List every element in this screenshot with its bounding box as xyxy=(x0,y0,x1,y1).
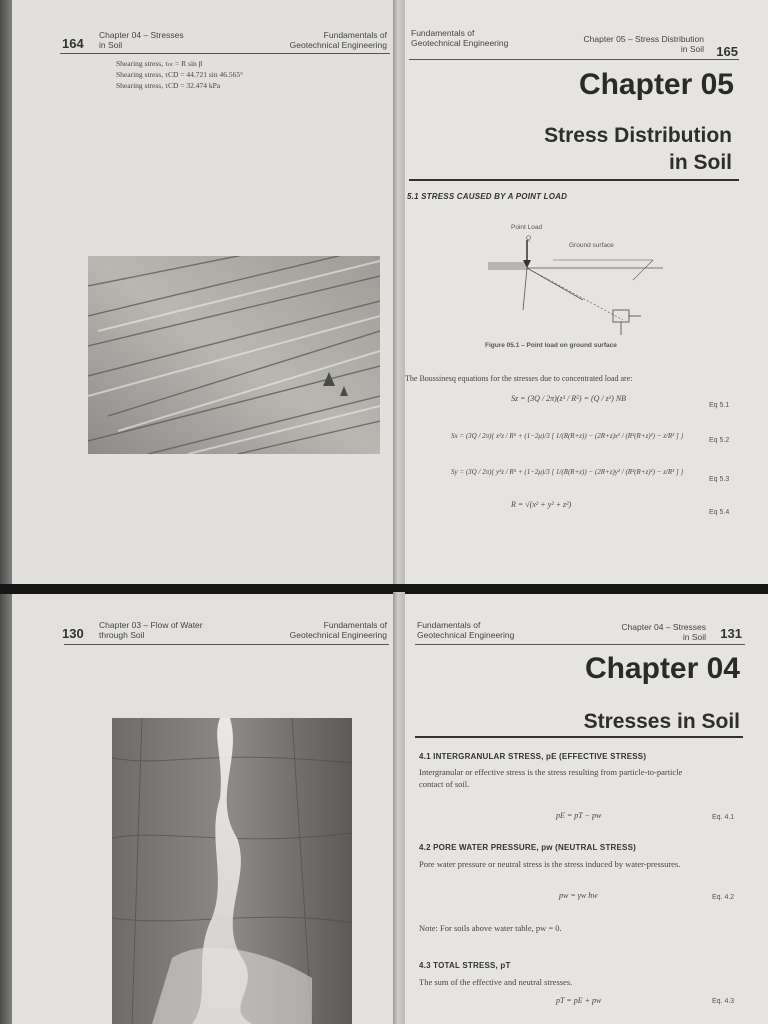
rock-outcrop-photo xyxy=(88,256,380,454)
figure-caption: Figure 05.1 – Point load on ground surface xyxy=(485,342,617,349)
title-rule xyxy=(415,736,743,738)
page-164 xyxy=(12,0,397,584)
eq-label: Eq 5.2 xyxy=(709,437,730,444)
q-label: Q xyxy=(526,235,532,242)
title-rule xyxy=(409,179,739,181)
point-load-figure xyxy=(483,240,673,340)
shearing-stress-calc: Shearing stress, τₙₜ = R sin β Shearing stress, τCD = 44.721 sin 46.565° Shearing stress, τCD = 32.474 kPa xyxy=(116,59,244,90)
running-header-chapter: Chapter 04 – Stresses in Soil xyxy=(621,622,706,642)
ground-surface-label: Ground surface xyxy=(569,242,614,249)
section-body: Pore water pressure or neutral stress is the stress induced by water-pressures. xyxy=(419,859,681,869)
chapter-subtitle: Stresses in Soil xyxy=(583,710,740,733)
header-rule xyxy=(415,644,745,645)
running-header-book: Fundamentals of Geotechnical Engineering xyxy=(289,620,387,640)
equation-5-1: Sz = (3Q / 2π)(z³ / R⁵) = (Q / z²) NB xyxy=(511,394,627,403)
section-heading: 4.2 PORE WATER PRESSURE, pw (NEUTRAL STRESS) xyxy=(419,843,636,852)
running-header-chapter: Chapter 03 – Flow of Water through Soil xyxy=(99,620,203,640)
point-load-label: Point Load xyxy=(511,224,543,231)
section-body: The sum of the effective and neutral stresses. xyxy=(419,977,573,987)
page-131 xyxy=(401,594,768,1024)
note-text: Note: For soils above water table, pw = 0. xyxy=(419,923,562,933)
eq-label: Eq. 4.3 xyxy=(712,998,735,1005)
running-header-book: Fundamentals of Geotechnical Engineering xyxy=(289,30,387,50)
eq-label: Eq. 4.2 xyxy=(712,894,735,901)
chapter-subtitle: Stress Distribution in Soil xyxy=(544,124,732,174)
chapter-title: Chapter 04 xyxy=(584,652,740,685)
photo-seam xyxy=(0,584,768,594)
page-number: 130 xyxy=(62,626,84,641)
equation-5-4: R = √(x² + y² + z²) xyxy=(511,500,572,509)
eq-label: Eq 5.1 xyxy=(709,402,730,409)
section-body: Intergranular or effective stress is the stress resulting from particle-to-particle contact of soil. xyxy=(419,767,683,789)
page-130 xyxy=(12,594,397,1024)
running-header-book: Fundamentals of Geotechnical Engineering xyxy=(411,28,509,48)
running-header-chapter: Chapter 04 – Stresses in Soil xyxy=(99,30,184,50)
section-heading: 4.3 TOTAL STRESS, pT xyxy=(419,961,511,970)
equation-5-2: Sx = (3Q / 2π){ x²z / R⁵ + (1−2μ)/3 [ 1/(R(R+z)) − (2R+z)x² / (R³(R+z)²) − z/R³ ] } xyxy=(451,432,684,440)
header-rule xyxy=(60,53,390,54)
page-165 xyxy=(401,0,768,586)
running-header-book: Fundamentals of Geotechnical Engineering xyxy=(417,620,515,640)
eq-label: Eq. 4.1 xyxy=(712,814,735,821)
equation-5-3: Sy = (3Q / 2π){ y²z / R⁵ + (1−2μ)/3 [ 1/(R(R+z)) − (2R+z)y² / (R³(R+z)²) − z/R³ ] } xyxy=(451,468,684,476)
eq-label: Eq 5.3 xyxy=(709,476,730,483)
page-number: 165 xyxy=(716,44,738,59)
page-number: 131 xyxy=(720,626,742,641)
waterfall-photo xyxy=(112,718,352,1024)
gutter-top xyxy=(393,0,405,590)
equation-4-1: pE = pT − pw xyxy=(556,811,602,820)
equation-4-2: pw = γw hw xyxy=(559,891,598,900)
equation-4-3: pT = pE + pw xyxy=(556,996,602,1005)
chapter-title: Chapter 05 xyxy=(578,68,734,101)
eq-label: Eq 5.4 xyxy=(709,509,730,516)
header-rule xyxy=(409,59,739,60)
intro-text: The Boussinesq equations for the stresses due to concentrated load are: xyxy=(405,374,633,383)
section-heading: 5.1 STRESS CAUSED BY A POINT LOAD xyxy=(407,192,568,201)
header-rule xyxy=(64,644,389,645)
section-heading: 4.1 INTERGRANULAR STRESS, pE (EFFECTIVE STRESS) xyxy=(419,752,647,761)
running-header-chapter: Chapter 05 – Stress Distribution in Soil xyxy=(583,34,704,54)
page-number: 164 xyxy=(62,36,84,51)
gutter-bottom xyxy=(393,592,405,1024)
